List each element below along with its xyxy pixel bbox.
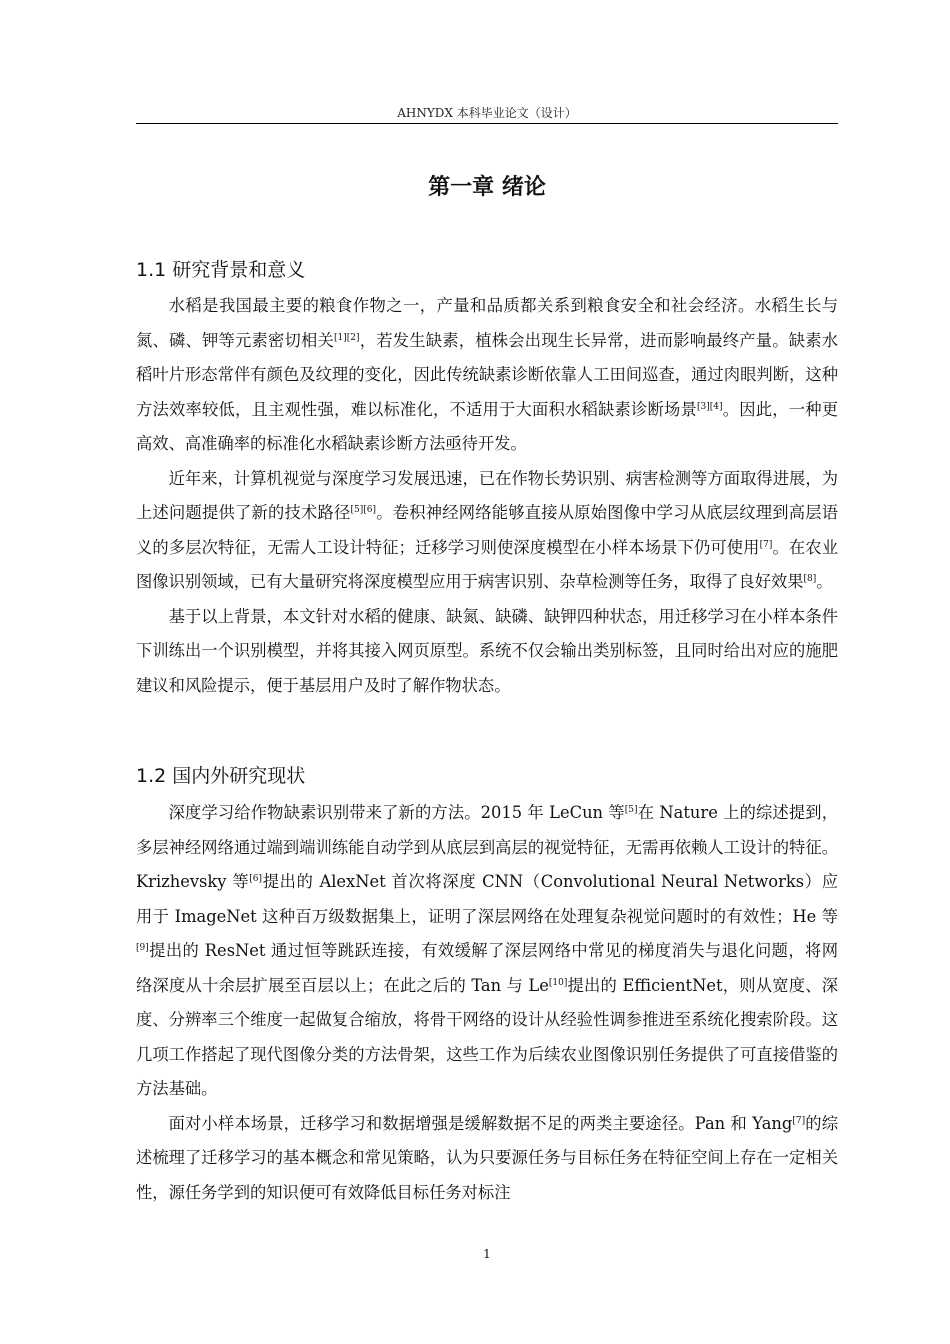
section-heading-1-1: 1.1 研究背景和意义 — [136, 259, 306, 281]
paragraph-text: 基于以上背景，本文针对水稻的健康、缺氮、缺磷、缺钾四种状态，用迁移学习在小样本条件下训练出一个识别模型，并将其接入网页原型。系统不仅会输出类别标签，且同时给出对应的施肥建议和风险提示，便于基层用户及时了解作物状态。 — [136, 606, 838, 695]
citation: [7] — [792, 1115, 806, 1126]
paragraph-text: 。因此，一种更高效、高准确率的标准化水稻缺素诊断方法亟待开发。 — [136, 399, 838, 453]
citation: [1][2] — [334, 332, 360, 343]
paragraph-text: 。卷积神经网络能够直接从原始图像中学习从底层纹理到高层语义的多层次特征，无需人工设计特征；迁移学习则使深度模型在小样本场景下仍可使用 — [136, 503, 838, 557]
paragraph-text: 在 Nature 上的综述提到，多层神经网络通过端到端训练能自动学到从底层到高层的视觉特征，无需再依赖人工设计的特征。Krizhevsky 等 — [136, 803, 838, 891]
citation: [5] — [624, 805, 638, 815]
paragraph-text: 近年来，计算机视觉与深度学习发展迅速，已在作物长势识别、病害检测等方面取得进展，为上述问题提供了新的技术路径 — [136, 468, 838, 522]
citation: [5][6] — [350, 505, 376, 515]
paragraph-text: 水稻是我国最主要的粮食作物之一，产量和品质都关系到粮食安全和社会经济。水稻生长与氮、磷、钾等元素密切相关 — [136, 296, 838, 350]
paragraph — [136, 1107, 838, 1211]
header-rule — [136, 123, 838, 124]
citation: [8] — [803, 574, 817, 584]
citation: [6] — [249, 874, 263, 884]
paragraph — [136, 600, 838, 704]
citation: [9] — [136, 943, 149, 953]
citation: [7] — [759, 539, 773, 550]
section-1-1-body — [136, 289, 838, 703]
paragraph-text: 的综述梳理了迁移学习的基本概念和常见策略，认为只要源任务与目标任务在特征空间上存在一定相关性，源任务学到的知识便可有效降低目标任务对标注 — [136, 1113, 838, 1202]
section-heading-1-2: 1.2 国内外研究现状 — [136, 765, 306, 787]
paragraph-text: 提出的 ResNet 通过恒等跳跃连接，有效缓解了深层网络中常见的梯度消失与退化问题，将网络深度从十余层扩展至百层以上；在此之后的 Tan 与 Le — [136, 941, 838, 995]
paragraph-text: ，若发生缺素，植株会出现生长异常，进而影响最终产量。缺素水稻叶片形态常伴有颜色及纹理的变化，因此传统缺素诊断依靠人工田间巡查，通过肉眼判断，这种方法效率较低，且主观性强，难以标准化，不适用于大面积水稻缺素诊断场景 — [136, 330, 838, 419]
paragraph-text: 深度学习给作物缺素识别带来了新的方法。2015 年 LeCun 等 — [168, 803, 625, 822]
paragraph — [136, 796, 838, 1107]
paragraph-text: 面对小样本场景，迁移学习和数据增强是缓解数据不足的两类主要途径。Pan 和 Yang — [168, 1113, 793, 1133]
page-number: 1 — [483, 1247, 491, 1261]
paragraph-text: 提出的 EfficientNet，则从宽度、深度、分辨率三个维度一起做复合缩放，将骨干网络的设计从经验性调参推进至系统化搜索阶段。这几项工作搭起了现代图像分类的方法骨架，这些工作为后续农业图像识别任务提供了可直接借鉴的方法基础。 — [136, 975, 838, 1098]
paragraph-text: 。 — [816, 572, 833, 591]
paragraph-text: 提出的 AlexNet 首次将深度 CNN（Convolutional Neural Networks）应用于 ImageNet 这种百万级数据集上，证明了深层网络在处理复杂视觉问题时的有效性；He 等 — [136, 872, 839, 926]
running-header: AHNYDX 本科毕业论文（设计） — [397, 106, 577, 120]
citation: [3][4] — [696, 401, 723, 412]
paragraph-text: 。在农业图像识别领域，已有大量研究将深度模型应用于病害识别、杂草检测等任务，取得了良好效果 — [136, 537, 838, 591]
section-1-2-body — [136, 796, 838, 1210]
paragraph — [136, 462, 838, 600]
chapter-title: 第一章 绪论 — [428, 175, 546, 200]
paragraph — [136, 289, 838, 462]
citation: [10] — [548, 977, 568, 988]
